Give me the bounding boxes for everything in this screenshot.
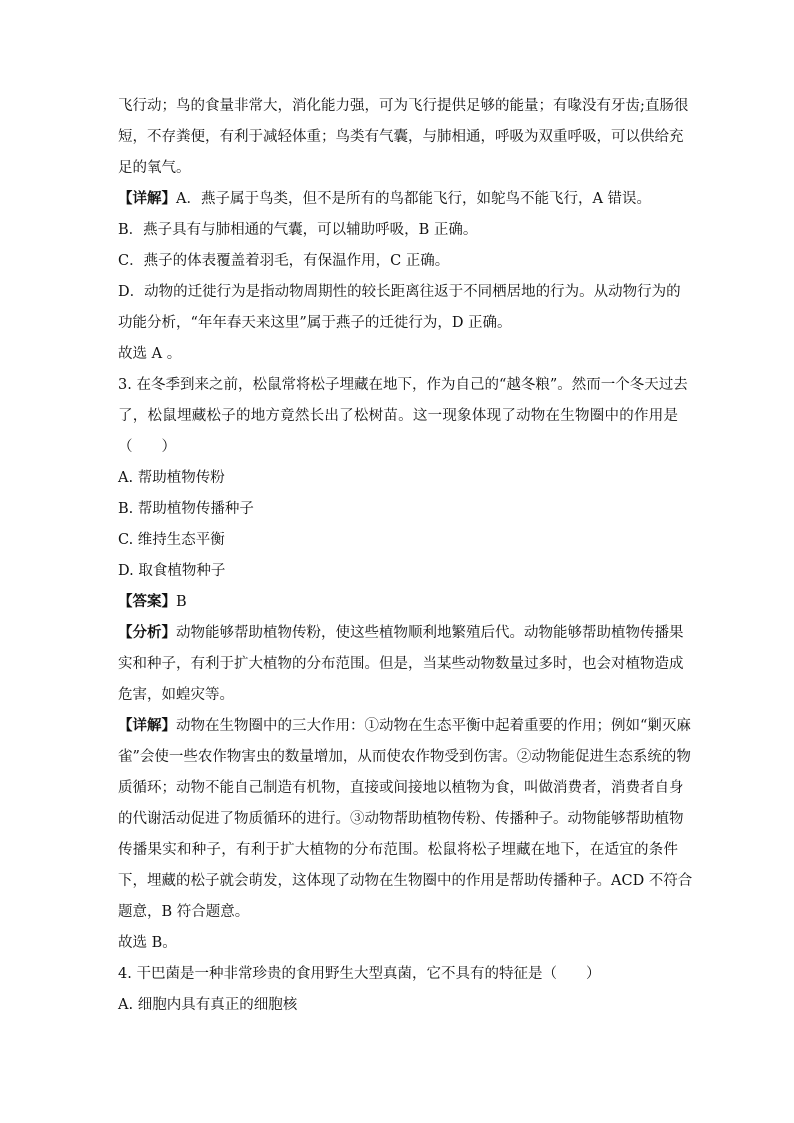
line-text: C．燕子的体表覆盖着羽毛，有保温作用，C 正确。 xyxy=(118,253,450,269)
line-text: 故选 B。 xyxy=(118,935,177,951)
text-line xyxy=(118,499,678,530)
line-text: B．燕子具有与肺相通的气囊，可以辅助呼吸，B 正确。 xyxy=(118,222,478,238)
line-text: 危害，如蝗灾等。 xyxy=(118,687,234,703)
text-line xyxy=(118,313,678,344)
text-line xyxy=(118,530,678,561)
text-line xyxy=(118,561,678,592)
text-line xyxy=(118,871,693,902)
line-text: A. 细胞内具有真正的细胞核 xyxy=(118,997,298,1013)
text-line xyxy=(118,778,684,809)
line-text: 雀”会使一些农作物害虫的数量增加，从而使农作物受到伤害。②动物能促进生态系统的物 xyxy=(118,749,691,765)
line-text: 下，埋藏的松子就会萌发，这体现了动物在生物圈中的作用是帮助传播种子。ACD 不符合 xyxy=(118,873,693,889)
text-line xyxy=(118,592,678,623)
text-line xyxy=(118,220,678,251)
line-text: 质循环；动物不能自己制造有机物，直接或间接地以植物为食，叫做消费者，消费者自身 xyxy=(118,780,684,796)
line-text: 4. 干巴菌是一种非常珍贵的食用野生大型真菌，它不具有的特征是（ ） xyxy=(118,966,601,982)
text-line xyxy=(118,716,691,747)
text-line xyxy=(118,375,688,406)
line-text: 短，不存粪便，有利于减轻体重；鸟类有气囊，与肺相通，呼吸为双重呼吸，可以供给充 xyxy=(118,129,684,145)
section-tag: 【分析】 xyxy=(118,624,176,641)
text-line xyxy=(118,437,678,468)
text-line xyxy=(118,809,684,840)
text-line xyxy=(118,902,678,933)
line-text: 传播果实和种子，有利于扩大植物的分布范围。松鼠将松子埋藏在地下，在适宜的条件 xyxy=(118,842,678,858)
line-text: 了，松鼠埋藏松子的地方竟然长出了松树苗。这一现象体现了动物在生物圈中的作用是 xyxy=(118,408,678,424)
text-line xyxy=(118,282,681,313)
text-line xyxy=(118,158,678,189)
line-text: D. 取食植物种子 xyxy=(118,563,226,579)
line-text: 3. 在冬季到来之前，松鼠常将松子埋藏在地下，作为自己的“越冬粮”。然而一个冬天过去 xyxy=(118,377,688,393)
text-line xyxy=(118,685,678,716)
line-text: A．燕子属于鸟类，但不是所有的鸟都能飞行，如鸵鸟不能飞行，A 错误。 xyxy=(176,191,652,207)
line-text: B xyxy=(176,594,187,610)
line-text: 实和种子，有利于扩大植物的分布范围。但是，当某些动物数量过多时，也会对植物造成 xyxy=(118,656,684,672)
document-page xyxy=(118,96,693,1026)
text-line xyxy=(118,654,684,685)
line-text: 动物在生物圈中的三大作用：①动物在生态平衡中起着重要的作用；例如“剿灭麻 xyxy=(176,718,691,734)
text-line xyxy=(118,189,678,220)
text-line xyxy=(118,406,678,437)
line-text: 动物能够帮助植物传粉，使这些植物顺利地繁殖后代。动物能够帮助植物传播果 xyxy=(176,625,684,641)
section-tag: 【详解】 xyxy=(118,717,176,734)
line-text: （ ） xyxy=(118,439,176,455)
line-text: 飞行动；鸟的食量非常大，消化能力强，可为飞行提供足够的能量；有喙没有牙齿;直肠很 xyxy=(118,98,689,114)
text-line xyxy=(118,747,691,778)
text-line xyxy=(118,251,678,282)
text-line xyxy=(118,127,684,158)
line-text: 故选 A 。 xyxy=(118,346,182,362)
text-line xyxy=(118,840,678,871)
line-text: A. 帮助植物传粉 xyxy=(118,470,225,486)
line-text: B. 帮助植物传播种子 xyxy=(118,501,254,517)
section-tag: 【答案】 xyxy=(118,593,176,610)
line-text: C. 维持生态平衡 xyxy=(118,532,225,548)
line-text: 功能分析，“年年春天来这里”属于燕子的迁徙行为，D 正确。 xyxy=(118,315,512,331)
text-line xyxy=(118,468,678,499)
line-text: 题意，B 符合题意。 xyxy=(118,904,250,920)
section-tag: 【详解】 xyxy=(118,190,176,207)
line-text: 的代谢活动促进了物质循环的进行。③动物帮助植物传粉、传播种子。动物能够帮助植物 xyxy=(118,811,684,827)
text-line xyxy=(118,623,684,654)
text-line xyxy=(118,995,678,1026)
text-line xyxy=(118,933,678,964)
line-text: 足的氧气。 xyxy=(118,160,191,176)
text-line xyxy=(118,96,689,127)
line-text: D．动物的迁徙行为是指动物周期性的较长距离往返于不同栖居地的行为。从动物行为的 xyxy=(118,284,681,300)
text-line xyxy=(118,344,678,375)
text-line xyxy=(118,964,678,995)
